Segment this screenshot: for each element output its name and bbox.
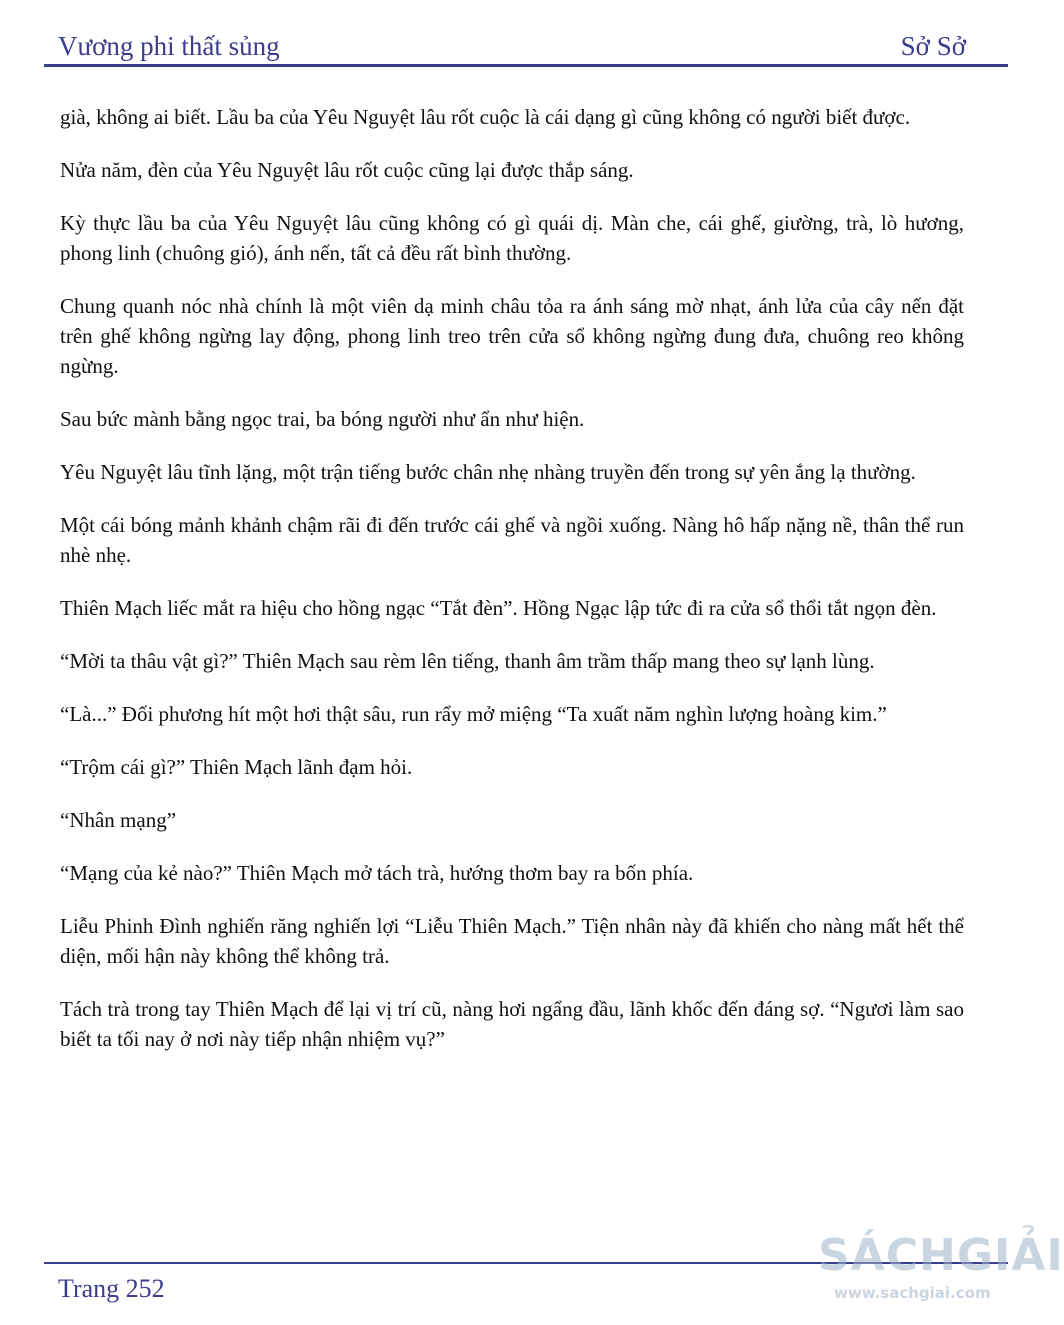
book-title: Vương phi thất sủng (58, 31, 280, 61)
paragraph: Kỳ thực lầu ba của Yêu Nguyệt lâu cũng không có gì quái dị. Màn che, cái ghế, giường, trà, lò hương, phong linh (chuông gió), ánh nến, tất cả đều rất bình thường. (60, 211, 964, 265)
paragraph: Một cái bóng mảnh khảnh chậm rãi đi đến trước cái ghế và ngồi xuống. Nàng hô hấp nặng nề, thân thể run nhè nhẹ. (60, 513, 964, 567)
paragraph: “Mời ta thâu vật gì?” Thiên Mạch sau rèm lên tiếng, thanh âm trầm thấp mang theo sự lạnh lùng. (60, 649, 875, 673)
paragraph: Nửa năm, đèn của Yêu Nguyệt lâu rốt cuộc cũng lại được thắp sáng. (60, 158, 634, 182)
header-divider (44, 64, 1008, 67)
paragraph: Tách trà trong tay Thiên Mạch để lại vị trí cũ, nàng hơi ngẩng đầu, lãnh khốc đến đáng sợ. “Ngươi làm sao biết ta tối nay ở nơi này tiếp nhận nhiệm vụ?” (60, 997, 964, 1051)
author-name: Sở Sở (900, 31, 966, 61)
paragraph: Sau bức mành bằng ngọc trai, ba bóng người như ẩn như hiện. (60, 407, 585, 431)
paragraph: Liễu Phinh Đình nghiến răng nghiến lợi “Liễu Thiên Mạch.” Tiện nhân này đã khiến cho nàng mất hết thể diện, mối hận này không thể không trả. (60, 914, 964, 968)
paragraph: “Là...” Đối phương hít một hơi thật sâu, run rẩy mở miệng “Ta xuất năm nghìn lượng hoàng kim.” (60, 702, 887, 726)
paragraph: Chung quanh nóc nhà chính là một viên dạ minh châu tỏa ra ánh sáng mờ nhạt, ánh lửa của cây nến đặt trên ghế không ngừng lay động, phong linh treo trên cửa sổ không ngừng đung đưa, chuông reo không ngừng. (60, 294, 964, 378)
watermark-url: www.sachgiai.com (834, 1284, 991, 1302)
paragraph: già, không ai biết. Lầu ba của Yêu Nguyệt lâu rốt cuộc là cái dạng gì cũng không có người biết được. (60, 105, 911, 129)
paragraph: “Mạng của kẻ nào?” Thiên Mạch mở tách trà, hướng thơm bay ra bốn phía. (60, 861, 694, 885)
paragraph: Yêu Nguyệt lâu tĩnh lặng, một trận tiếng bước chân nhẹ nhàng truyền đến trong sự yên ắng lạ thường. (60, 460, 916, 484)
page-header (58, 22, 966, 62)
watermark-logo-text: SÁCHGIẢI (818, 1230, 1064, 1281)
chapter-body (60, 102, 964, 1077)
paragraph: Thiên Mạch liếc mắt ra hiệu cho hồng ngạc “Tắt đèn”. Hồng Ngạc lập tức đi ra cửa sổ thổi tắt ngọn đèn. (60, 596, 937, 620)
watermark-logo (818, 1228, 1064, 1318)
paragraph: “Trộm cái gì?” Thiên Mạch lãnh đạm hỏi. (60, 755, 413, 779)
paragraph: “Nhân mạng” (60, 808, 177, 832)
page-number: Trang 252 (58, 1274, 165, 1303)
